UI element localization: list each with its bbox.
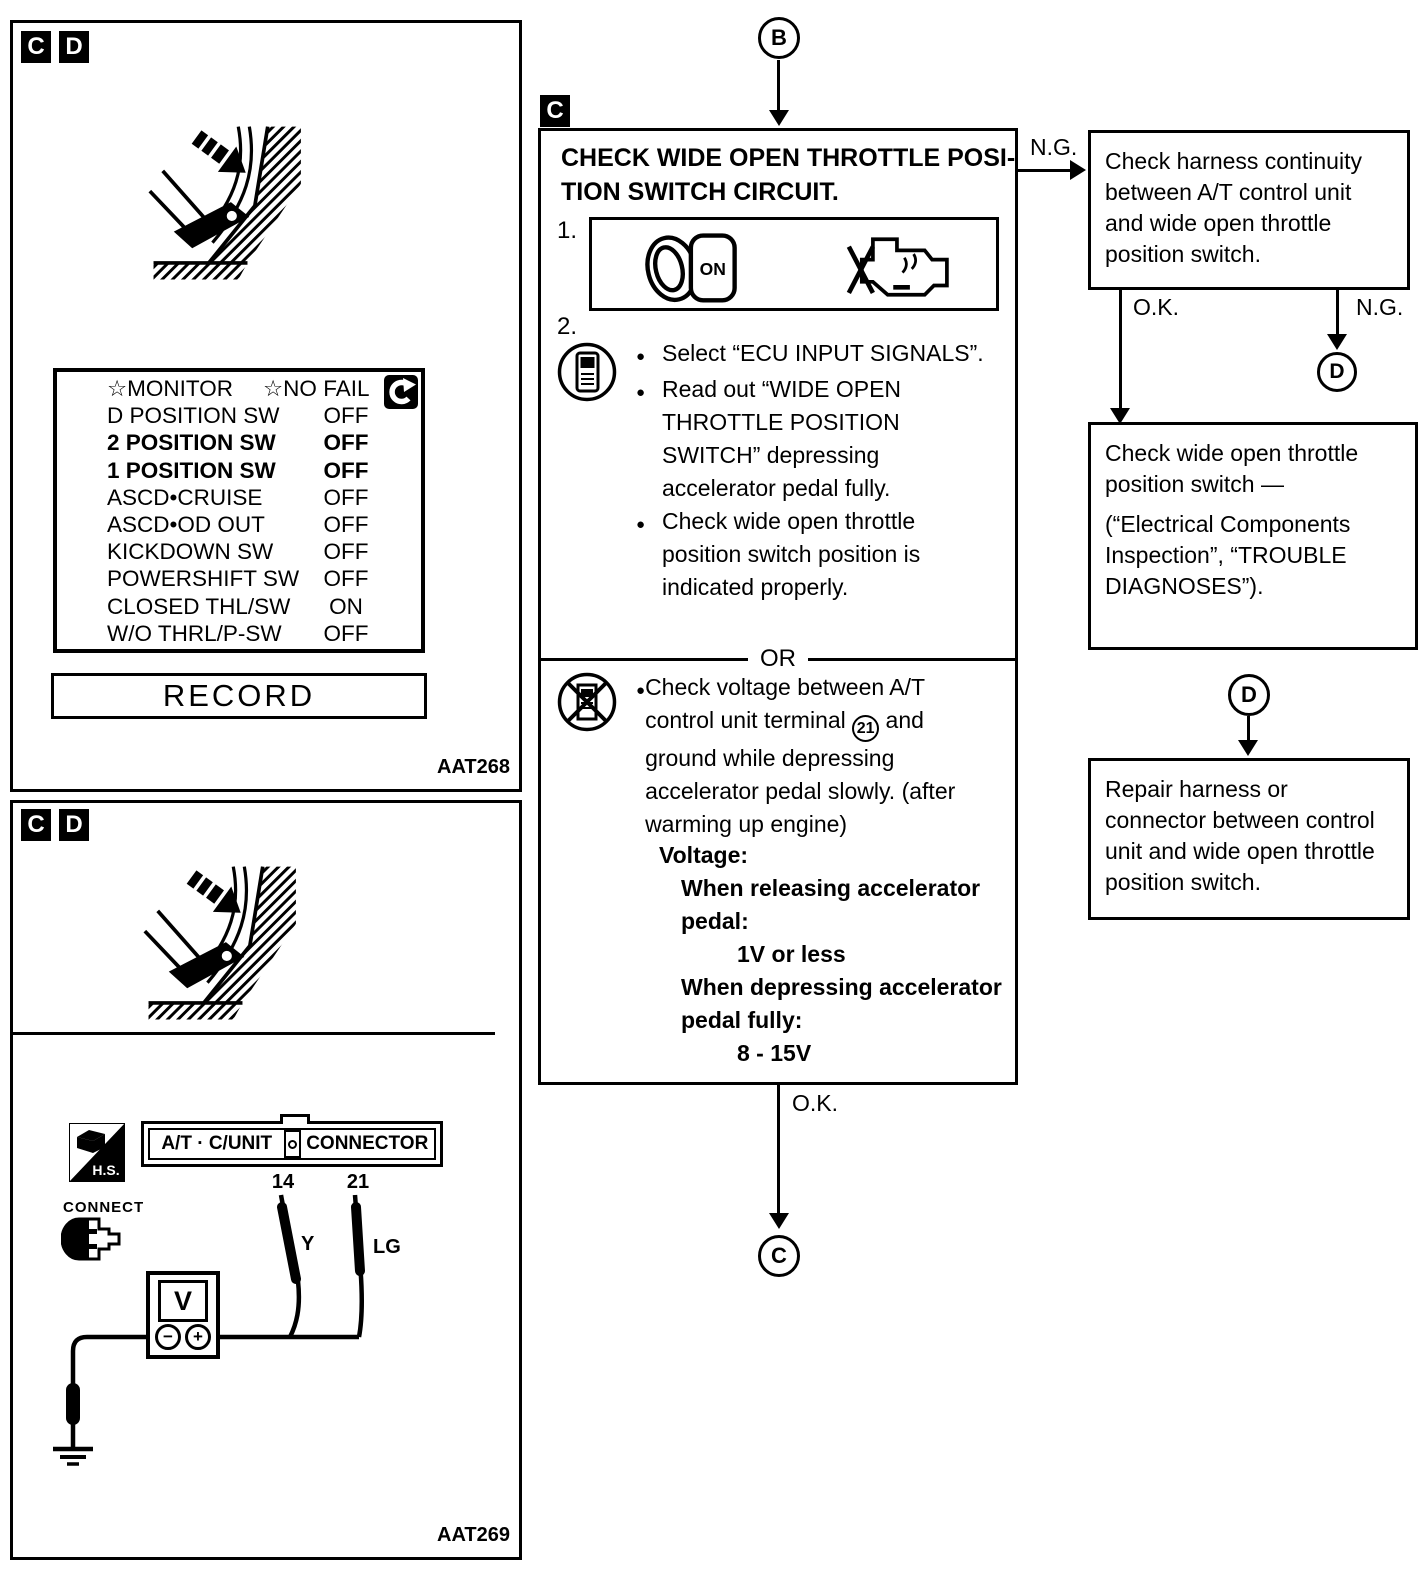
bullet-icon: ● [636,682,646,699]
voltmeter-minus-terminal: − [155,1324,181,1350]
monitor-row-value: OFF [323,484,369,510]
accelerator-pedal-illustration [148,118,323,290]
engine-off-icon [840,230,965,304]
monitor-row-value: OFF [323,430,369,456]
monitor-header [65,375,413,402]
monitor-row [65,429,413,456]
scroll-refresh-icon [384,375,418,409]
connector-banner-tab [280,1114,310,1124]
terminal-number-14: 14 [271,1171,295,1193]
section-badge-c: C [540,95,570,127]
section-badge-d: D [59,31,89,63]
branch-label-ok: O.K. [792,1090,839,1116]
monitor-status: ☆NO FAIL [263,376,370,401]
step-text: (“Electrical Components Inspection”, “TROUBLE DIAGNOSES”). [1105,511,1351,599]
section-badge-d: D [59,809,89,841]
arrowhead-down-icon [1238,740,1258,756]
terminal-21-circle: 21 [852,715,879,742]
voltmeter-display: V [158,1280,208,1322]
or-divider [541,645,1015,673]
monitor-row-value: OFF [323,566,369,592]
connector-line [777,60,780,112]
hs-label: H.S. [92,1162,120,1178]
flow-step-check-wot-switch [538,128,1018,1085]
test-probe-21 [356,1207,360,1271]
connector-line [1119,290,1122,410]
arrowhead-down-icon [769,1213,789,1229]
figure-panel-monitor [10,20,522,792]
connector-banner-left: A/T · C/UNIT [161,1133,273,1154]
list-item [636,505,990,604]
step-text: Check wide open throttle position switch — [1105,440,1359,497]
step-number-2: 2. [557,313,578,340]
connector-line [1018,169,1072,172]
wire-color-y: Y [301,1233,315,1255]
terminal-number-21: 21 [346,1171,370,1193]
flow-node-b: B [758,17,800,59]
connect-label: CONNECT [63,1199,145,1216]
flow-node-c: C [758,1235,800,1277]
voltage-check-item [636,671,992,841]
voltage-spec-value2: 8 - 15V [737,1040,812,1066]
monitor-row [65,593,413,620]
flow-node-d: D [1228,674,1270,716]
voltmeter-plus-terminal: + [185,1324,211,1350]
bullet-text: Read out “WIDE OPEN THROTTLE POSITION SWITCH” depressing accelerator pedal fully. [662,376,902,501]
monitor-row-value: OFF [323,539,369,565]
monitor-row-label: W/O THRL/P-SW [107,620,282,646]
voltage-spec-condition2: When depressing accelerator pedal fully: [681,974,1002,1033]
voltmeter [146,1271,220,1359]
voltage-spec-value1: 1V or less [737,941,846,967]
consult-monitor-screen [53,368,425,653]
voltage-text-pre: Check voltage between A/T control unit terminal [645,674,925,733]
test-probe-14 [282,1207,296,1279]
step-title-line2: TION SWITCH CIRCUIT. [561,178,839,206]
connector-line [1336,290,1339,336]
step-title-line1: CHECK WIDE OPEN THROTTLE POSI- [561,144,1016,172]
monitor-row [65,620,413,647]
ground-probe-grip [66,1383,80,1425]
step-number-1: 1. [557,217,578,244]
voltage-spec-heading: Voltage: [659,842,749,868]
step-text: Check harness continuity between A/T control unit and wide open throttle position switch. [1105,148,1362,267]
monitor-row [65,402,413,429]
connector-banner [141,1121,443,1167]
accelerator-pedal-illustration [143,858,318,1030]
flow-step-check-harness [1088,130,1410,290]
section-badge-c: C [21,809,51,841]
monitor-row-value: ON [329,593,363,619]
ignition-condition-box [589,217,999,311]
voltage-spec-condition1: When releasing accelerator pedal: [681,875,981,934]
or-label: OR [760,645,796,672]
list-item [636,373,990,505]
voltmeter-wiring-drawing [13,1035,519,1557]
connector-line [1247,716,1250,742]
monitor-row [65,511,413,538]
arrowhead-down-icon [769,110,789,126]
branch-label-ng: N.G. [1356,294,1404,320]
monitor-row-label: ASCD•OD OUT [107,512,265,538]
bullet-text: Select “ECU INPUT SIGNALS”. [662,340,984,366]
monitor-row [65,565,413,592]
section-badge-c: C [21,31,51,63]
branch-label-ng: N.G. [1030,134,1078,160]
branch-label-ok: O.K. [1133,294,1180,320]
list-item [636,337,990,373]
ignition-key-on-icon [640,225,740,309]
monitor-row-value: OFF [323,457,369,483]
key-on-label: ON [699,258,726,279]
arrowhead-right-icon [1070,160,1086,180]
bullet-icon: ● [636,516,646,533]
arrowhead-down-icon [1327,334,1347,350]
record-button: RECORD [51,673,427,719]
monitor-row-value: OFF [323,403,369,429]
figure-id: AAT269 [437,1524,510,1546]
wire-color-lg: LG [373,1236,401,1258]
monitor-row [65,457,413,484]
monitor-title: ☆MONITOR [107,376,234,401]
figure-panel-voltmeter [10,800,522,1560]
step-text: Repair harness or connector between control unit and wide open throttle position switch. [1105,776,1375,895]
consult-tool-icon [556,341,618,403]
monitor-row-value: OFF [323,620,369,646]
monitor-row-label: 1 POSITION SW [107,457,276,483]
monitor-row-label: 2 POSITION SW [107,430,276,456]
figure-id: AAT268 [437,756,510,778]
monitor-row [65,484,413,511]
monitor-row-label: D POSITION SW [107,403,280,429]
connector-line [777,1085,780,1215]
flow-step-check-switch [1088,422,1418,650]
monitor-row-label: CLOSED THL/SW [107,593,291,619]
hs-data-link-icon [69,1123,125,1182]
bullet-icon: ● [636,348,646,365]
flow-node-d: D [1317,352,1357,392]
monitor-row [65,538,413,565]
without-consult-icon [556,671,618,733]
connector-banner-right: CONNECTOR [306,1133,429,1154]
monitor-row-label: POWERSHIFT SW [107,566,300,592]
connector-clip-icon [284,1130,301,1158]
monitor-row-label: ASCD•CRUISE [107,484,263,510]
monitor-row-label: KICKDOWN SW [107,539,274,565]
monitor-row-value: OFF [323,512,369,538]
consult-procedure-list [636,337,990,604]
bullet-text: Check wide open throttle position switch position is indicated properly. [662,508,921,600]
voltage-text-post: and ground while depressing accelerator pedal slowly. (after warming up engine) [645,707,956,837]
bullet-text [645,671,992,841]
bullet-icon: ● [636,384,646,401]
flow-step-repair-harness [1088,758,1410,920]
connect-plug-icon [61,1217,127,1261]
